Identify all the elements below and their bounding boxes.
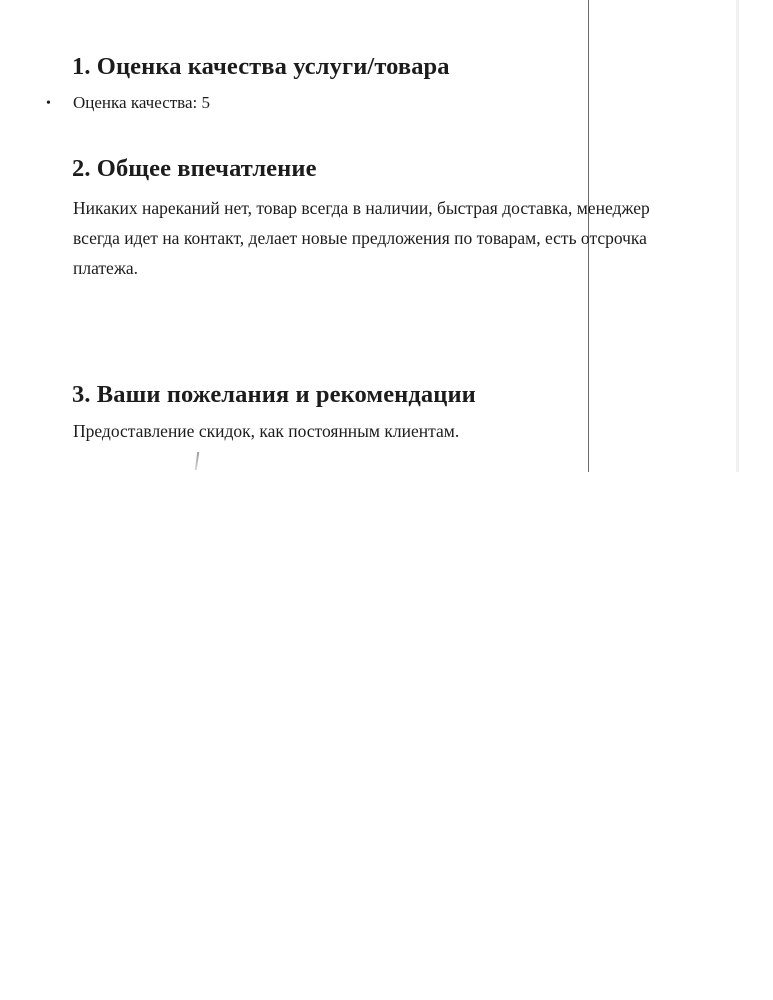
impression-line: всегда идет на контакт, делает новые предложения по товарам, есть отсрочка bbox=[73, 228, 647, 248]
scan-artifact-speck bbox=[195, 452, 200, 470]
section-3-heading: 3. Ваши пожелания и рекомендации bbox=[72, 381, 476, 408]
section-2-heading: 2. Общее впечатление bbox=[72, 155, 317, 182]
impression-line: Никаких нареканий нет, товар всегда в наличии, быстрая доставка, менеджер bbox=[73, 198, 650, 218]
bullet-icon: • bbox=[46, 96, 51, 111]
section-1-heading: 1. Оценка качества услуги/товара bbox=[72, 53, 450, 80]
general-impression-text bbox=[73, 193, 743, 283]
impression-line: платежа. bbox=[73, 258, 139, 278]
quality-rating-text: Оценка качества: 5 bbox=[73, 93, 210, 112]
recommendations-text: Предоставление скидок, как постоянным клиентам. bbox=[73, 421, 460, 441]
